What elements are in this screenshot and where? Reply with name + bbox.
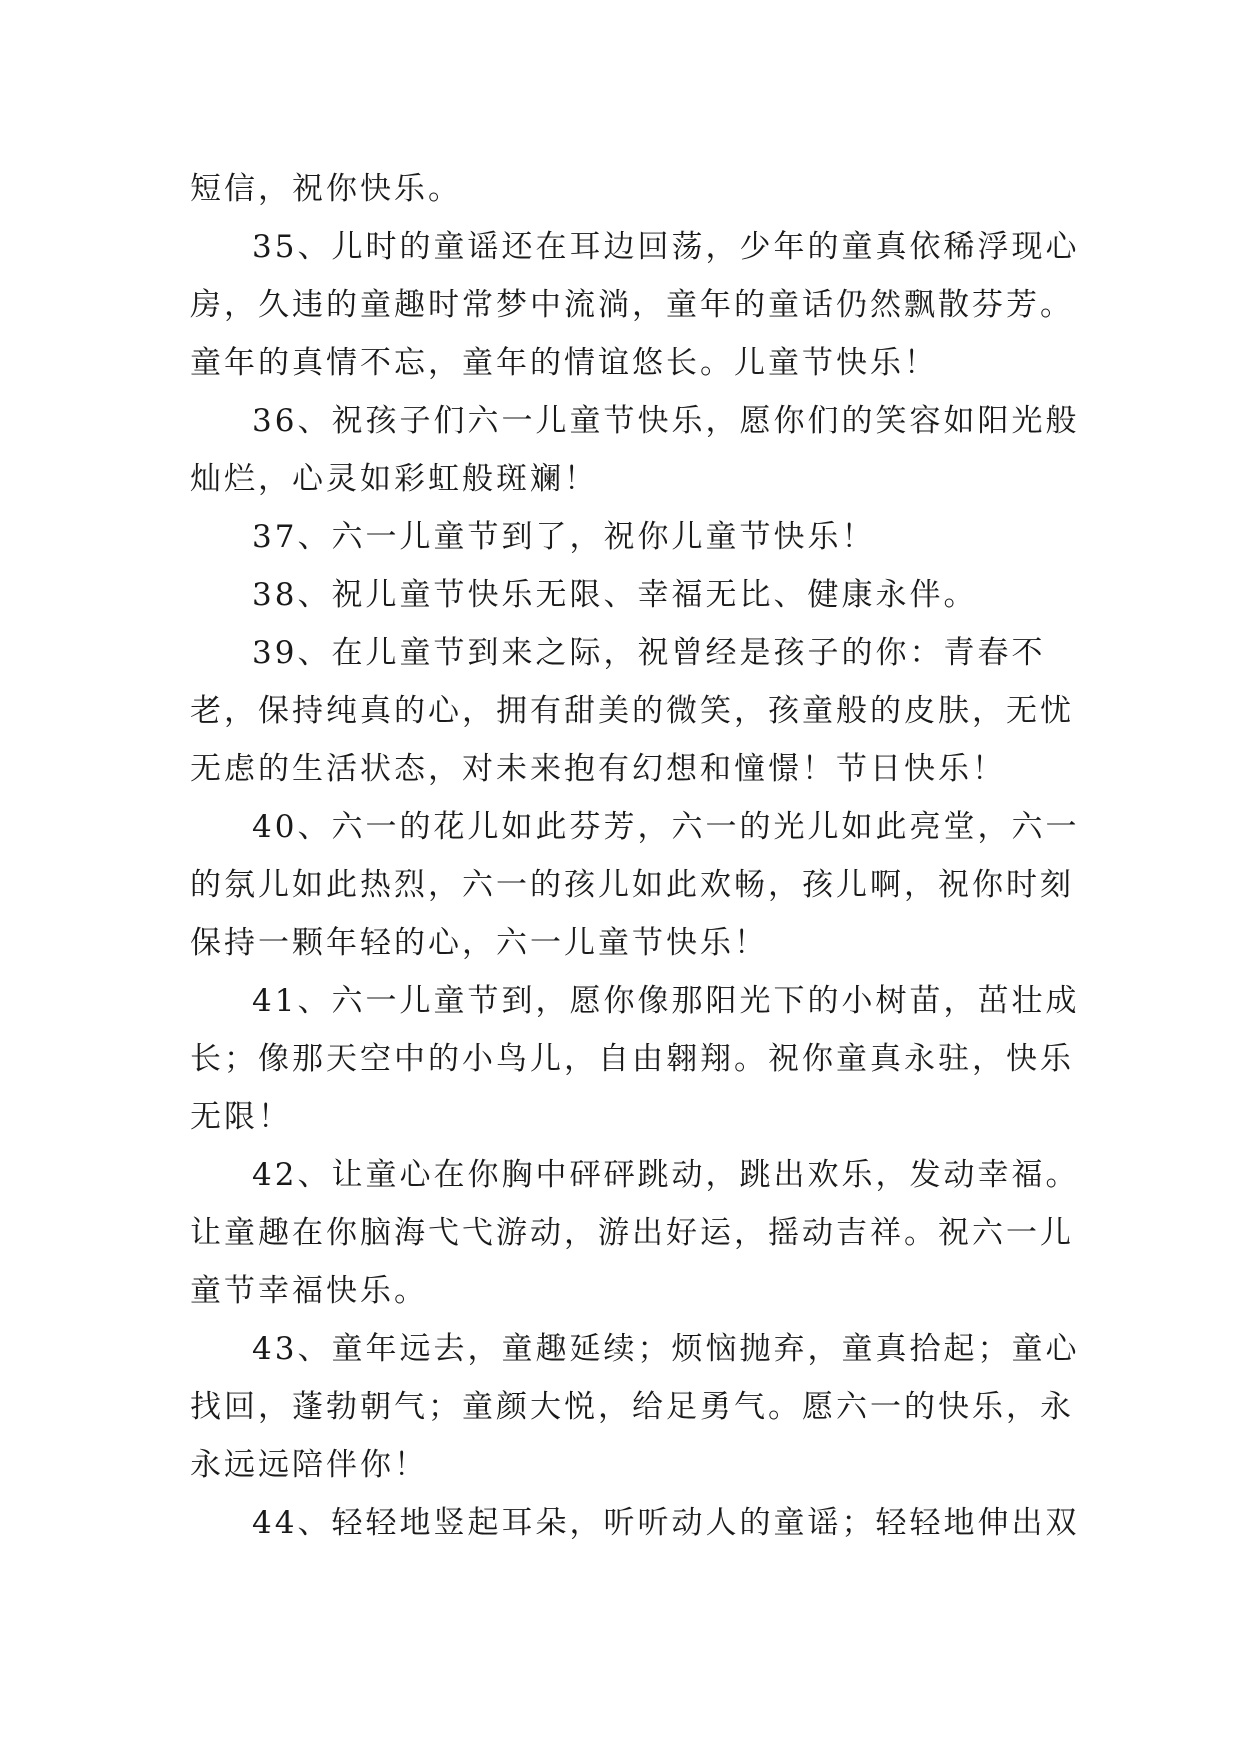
paragraph-38: 38、祝儿童节快乐无限、幸福无比、健康永伴。 xyxy=(252,577,978,613)
paragraph-37: 37、六一儿童节到了，祝你儿童节快乐！ xyxy=(252,519,876,555)
paragraph-44: 44、轻轻地竖起耳朵，听听动人的童谣；轻轻地伸出双 xyxy=(252,1505,1080,1541)
paragraph-40: 40、六一的花儿如此芬芳，六一的光儿如此亮堂，六一的氛儿如此热烈，六一的孩儿如此欢畅，孩儿啊，祝你时刻保持一颗年轻的心，六一儿童节快乐！ xyxy=(190,809,1080,961)
paragraph-42: 42、让童心在你胸中砰砰跳动，跳出欢乐，发动幸福。让童趣在你脑海弋弋游动，游出好运，摇动吉祥。祝六一儿童节幸福快乐。 xyxy=(190,1157,1080,1309)
paragraph-39: 39、在儿童节到来之际，祝曾经是孩子的你：青春不老，保持纯真的心，拥有甜美的微笑，孩童般的皮肤，无忧无虑的生活状态，对未来抱有幻想和憧憬！节日快乐！ xyxy=(190,635,1074,787)
paragraph-43: 43、童年远去，童趣延续；烦恼抛弃，童真拾起；童心找回，蓬勃朝气；童颜大悦，给足勇气。愿六一的快乐，永永远远陪伴你！ xyxy=(190,1331,1080,1483)
paragraph-36: 36、祝孩子们六一儿童节快乐，愿你们的笑容如阳光般灿烂，心灵如彩虹般斑斓！ xyxy=(190,403,1080,497)
paragraph-41: 41、六一儿童节到，愿你像那阳光下的小树苗，茁壮成长；像那天空中的小鸟儿，自由翱翔。祝你童真永驻，快乐无限！ xyxy=(190,983,1080,1135)
document-body xyxy=(190,160,1080,1552)
paragraph-35: 35、儿时的童谣还在耳边回荡，少年的童真依稀浮现心房，久违的童趣时常梦中流淌，童年的童话仍然飘散芬芳。童年的真情不忘，童年的情谊悠长。儿童节快乐！ xyxy=(190,229,1080,381)
paragraph-0: 短信，祝你快乐。 xyxy=(190,171,462,207)
